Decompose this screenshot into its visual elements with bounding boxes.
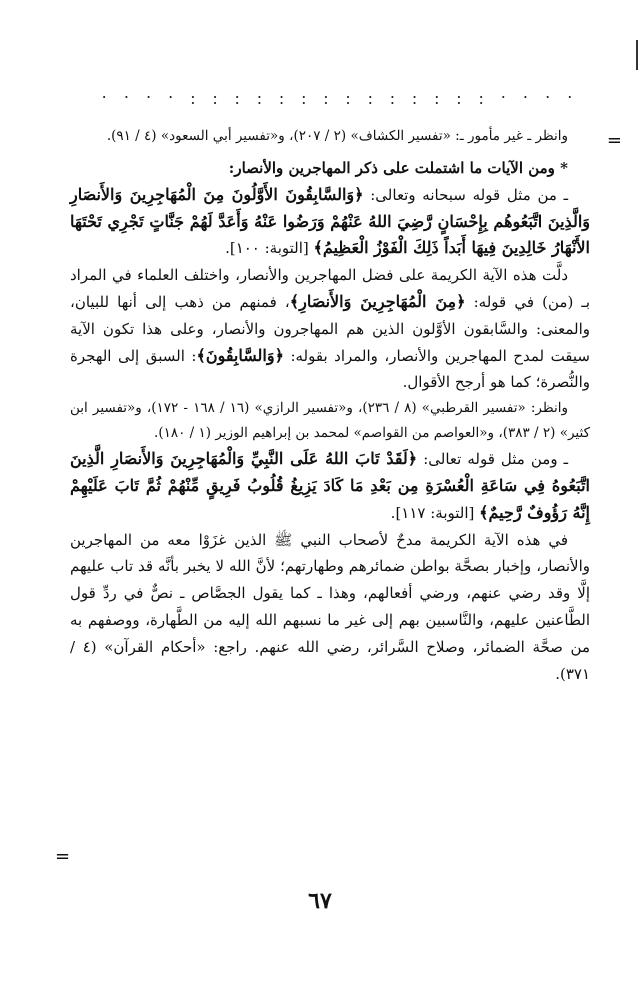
footnote-middle: وانظر: «تفسير القرطبي» (٨ / ٢٣٦)، و«تفسير الرازي» (١٦ / ١٦٨ - ١٧٢)، و«تفسير ابن كثير» (٢ / ٣٨٣)، و«العواصم من القواصم» لمحمد بن إبراهيم الوزير (١ / ١٨٠).	[70, 400, 590, 442]
page-edge-mark	[636, 40, 638, 70]
commentary-one-quote-1: ﴿مِنَ الْمُهَاجِرِينَ وَالأَنصَارِ﴾	[289, 291, 466, 311]
verse-one-paragraph	[70, 182, 590, 262]
commentary-one-part-2: ، فمنهم من ذهب إلى أنها للبيان، والمعنى: والسَّابقون الأوَّلون الذين هم المهاجرون والأنصار، وعلى هذا تكون الآية سيقت لمدح المهاجرين والأنصار، والمراد بقوله:	[70, 292, 590, 365]
commentary-one-part-1: دلَّت هذه الآية الكريمة على فضل المهاجرين والأنصار، واختلف العلماء في المراد بـ (من) في قوله:	[70, 266, 590, 311]
verse-one-reference: [التوبة: ١٠٠].	[225, 239, 314, 258]
verse-one-quran: ﴿وَالسَّابِقُونَ الأَوَّلُونَ مِنَ الْمُهَاجِرِينَ وَالأَنصَارِ وَالَّذِينَ اتَّبَعُوهُم بِإِحْسَانٍ رَّضِيَ اللهُ عَنْهُمْ وَرَضُوا عَنْهُ وَأَعَدَّ لَهُمْ جَنَّاتٍ تَجْرِي تَحْتَهَا الأَنْهَارُ خَالِدِينَ فِيهَا أَبَداً ذَلِكَ الْفَوْزُ الْعَظِيمُ﴾	[70, 184, 590, 258]
verse-two-intro: ـ ومن مثل قوله تعالى:	[417, 450, 568, 469]
footnote-separator-dots: . . . . . . . . . . . . . . . . . . . . . . . . . . . . . . . . . . . .	[101, 83, 579, 108]
commentary-two-paragraph: في هذه الآية الكريمة مدحٌ لأصحاب النبي ﷺ الذين غزَوْا معه من المهاجرين والأنصار، وإخبار بصحَّة بواطن ضمائرهم وطهارتهم؛ لأنَّ الله لا يخبر بأنَّه قد تاب عليهم إلَّا وقد رضي عنهم، ورضي أفعالهم، وهذا ـ كما يقول الجصَّاص ـ نصٌّ في ردِّ قول الطَّاعنين عليهم، والنَّاسبين بهم إلى غير ما نسبهم الله إليه من الطَّهارة، ووصفهم به من صحَّة الضمائر، وصلاح السَّرائر، رضي الله عنهم. راجع: «أحكام القرآن» (٤ / ٣٧١).	[70, 530, 590, 683]
section-heading: * ومن الآيات ما اشتملت على ذكر المهاجرين والأنصار:	[228, 159, 568, 177]
footnote-top: وانظر ـ غير مأمور ـ: «تفسير الكشاف» (٢ / ٢٠٧)، و«تفسير أبي السعود» (٤ / ٩١).	[106, 128, 568, 144]
verse-two-reference: [التوبة: ١١٧].	[390, 503, 480, 522]
commentary-one-quote-2: ﴿وَالسَّابِقُونَ﴾	[196, 345, 284, 365]
page-number: ٦٧	[308, 888, 332, 914]
commentary-one-part-3: : السبق إلى الهجرة والنُّصرة؛ كما هو أرجح الأقوال.	[70, 346, 590, 392]
continuation-mark-right: =	[606, 130, 622, 151]
verse-two-paragraph	[70, 446, 590, 526]
verse-one-intro: ـ من مثل قوله سبحانه وتعالى:	[363, 185, 569, 204]
commentary-one-paragraph	[70, 262, 590, 396]
page-body	[70, 124, 590, 687]
verse-two-quran: ﴿لَقَدْ تَابَ اللهُ عَلَى النَّبِيِّ وَالْمُهَاجِرِينَ وَالأَنصَارِ الَّذِينَ اتَّبَعُوهُ فِي سَاعَةِ الْعُسْرَةِ مِن بَعْدِ مَا كَادَ يَزِيغُ قُلُوبُ فَرِيقٍ مِّنْهُمْ ثُمَّ تَابَ عَلَيْهِمْ إِنَّهُ رَؤُوفٌ رَّحِيمٌ﴾	[70, 449, 590, 522]
continuation-mark-left: =	[55, 846, 71, 867]
